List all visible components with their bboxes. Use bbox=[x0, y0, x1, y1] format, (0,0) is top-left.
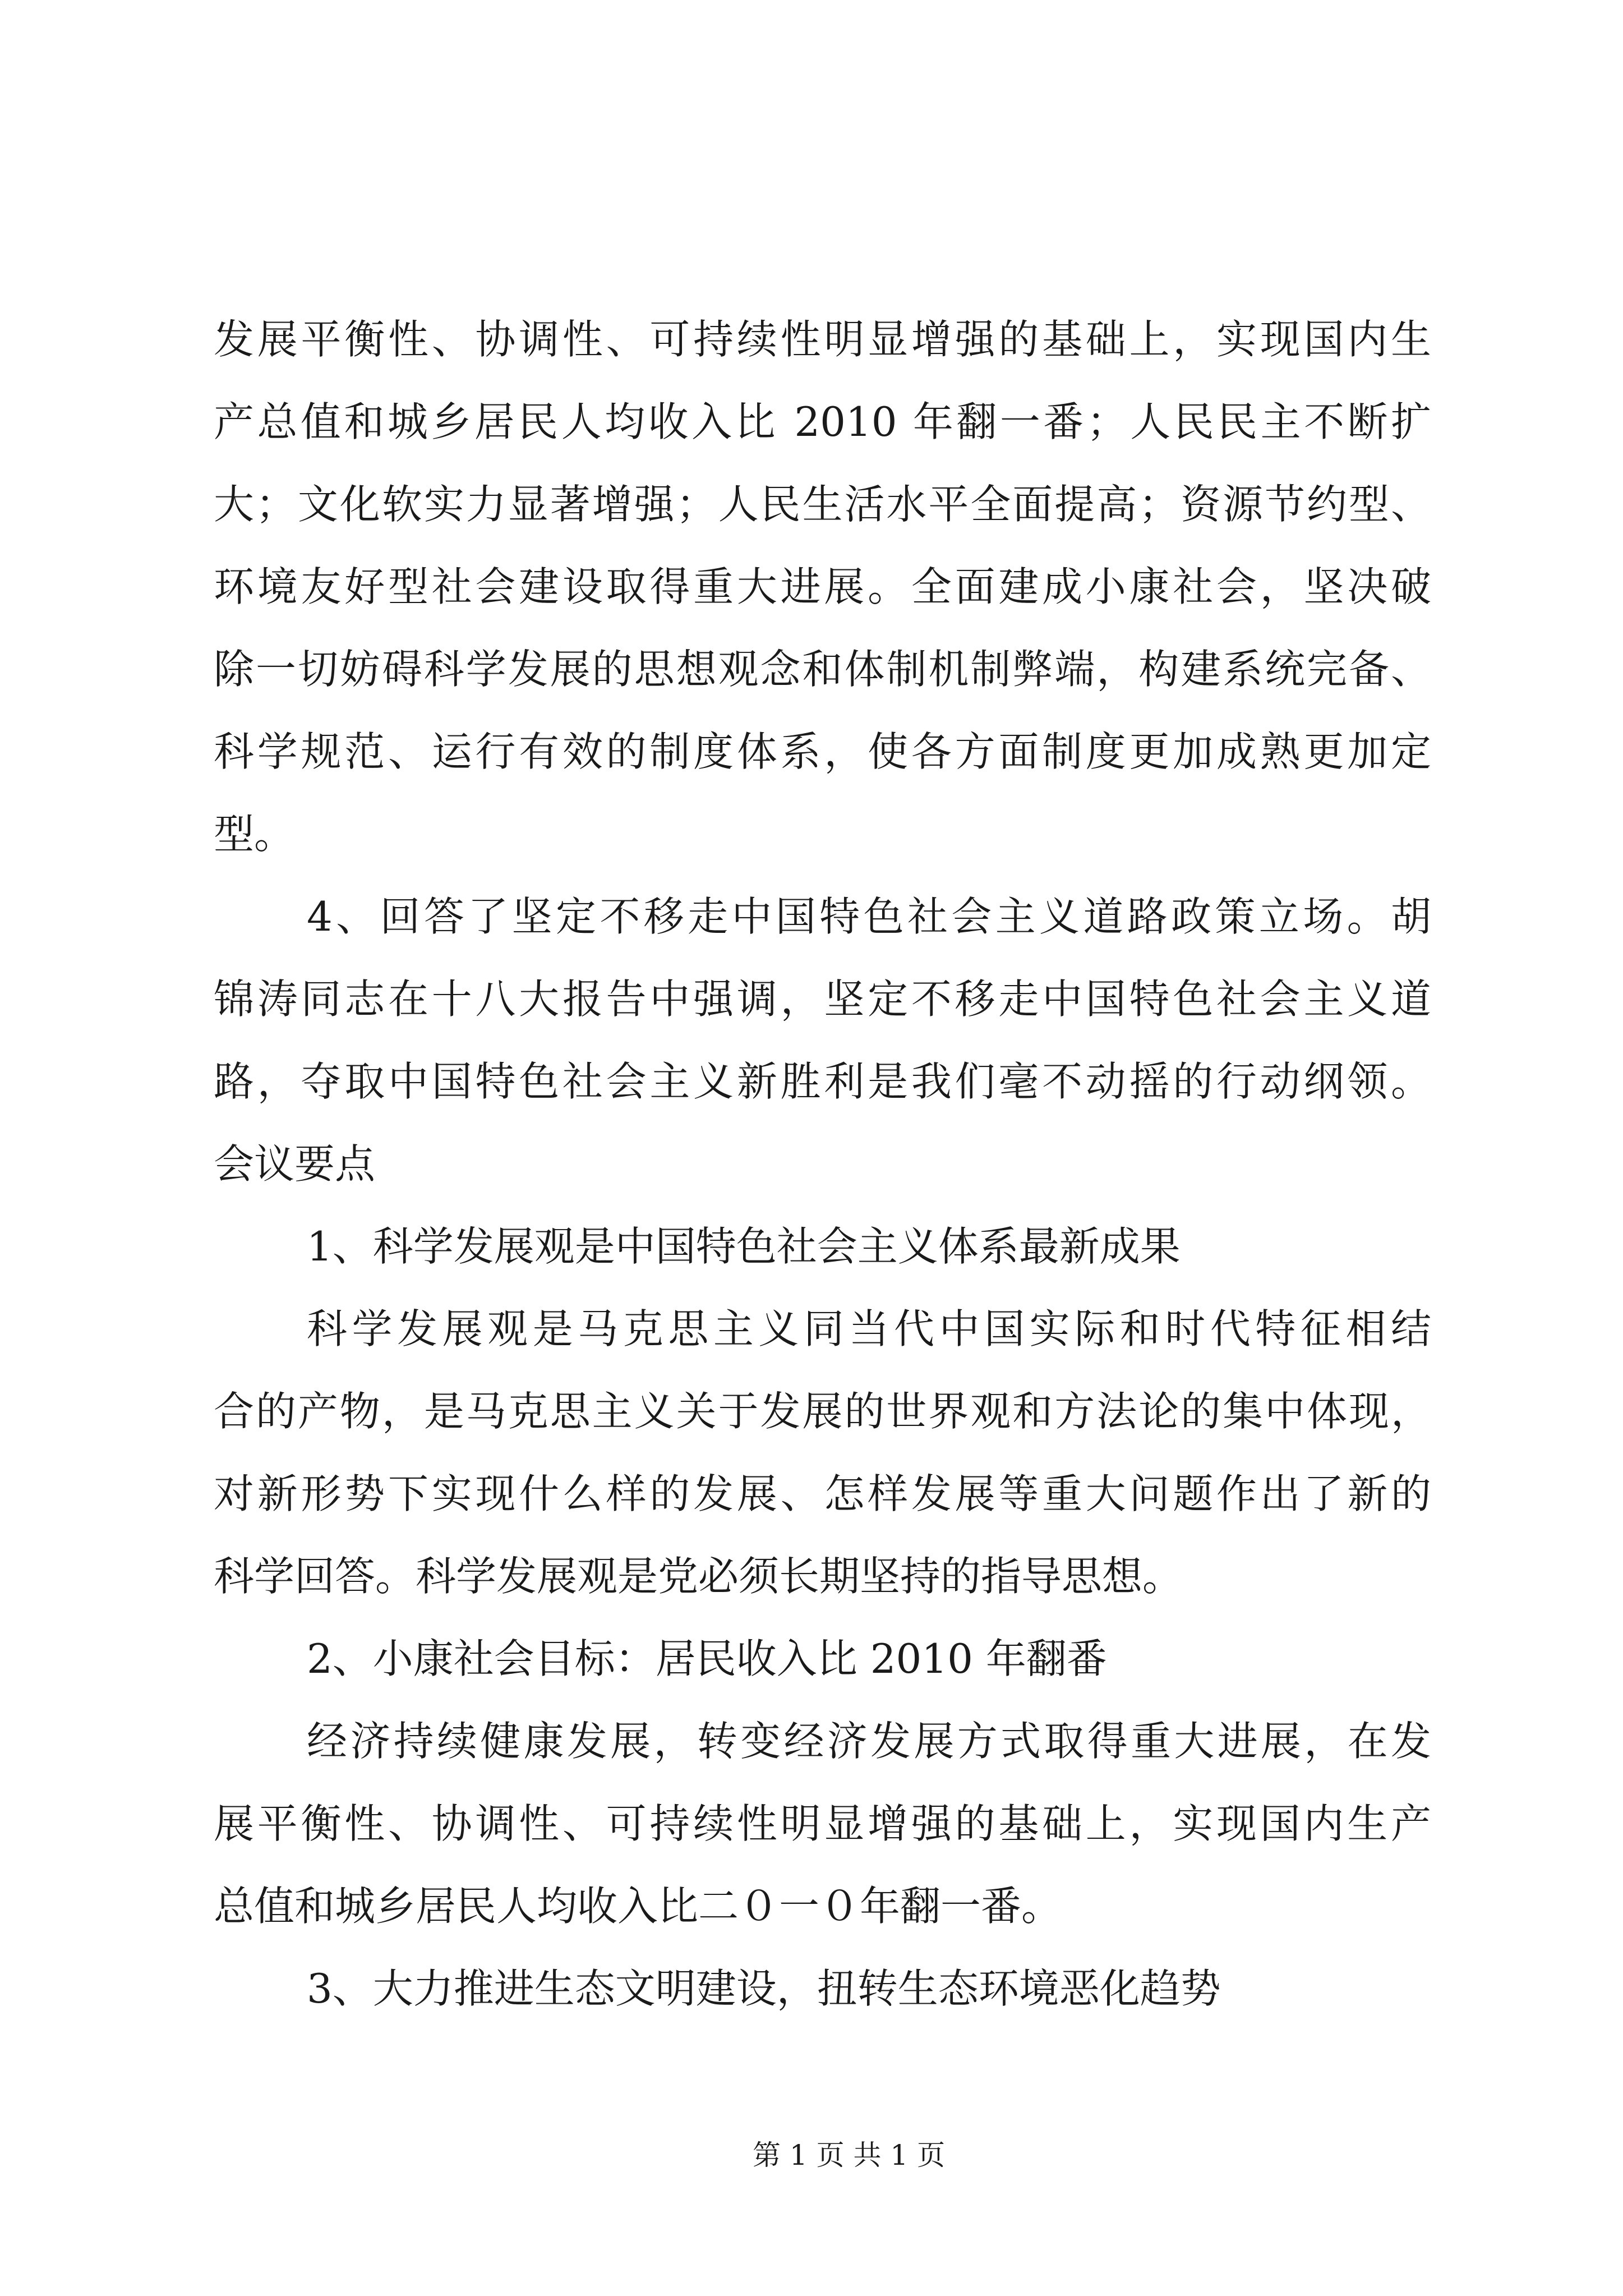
text-line: 经济持续健康发展，转变经济发展方式取得重大进展，在发 bbox=[307, 1718, 1431, 1765]
text-line: 环境友好型社会建设取得重大进展。全面建成小康社会，坚决破 bbox=[214, 563, 1431, 610]
text-line: 科学发展观是马克思主义同当代中国实际和时代特征相结 bbox=[307, 1305, 1431, 1352]
text-line: 对新形势下实现什么样的发展、怎样发展等重大问题作出了新的 bbox=[214, 1470, 1431, 1517]
section-heading bbox=[214, 1123, 1431, 1205]
text-line: 1、科学发展观是中国特色社会主义体系最新成果 bbox=[307, 1223, 1181, 1270]
paragraph bbox=[214, 1700, 1431, 1948]
text-line: 展平衡性、协调性、可持续性明显增强的基础上，实现国内生产 bbox=[214, 1800, 1431, 1847]
text-line: 发展平衡性、协调性、可持续性明显增强的基础上，实现国内生 bbox=[214, 316, 1431, 363]
text-line: 型。 bbox=[214, 811, 295, 858]
text-line: 产总值和城乡居民人均收入比 2010 年翻一番；人民民主不断扩 bbox=[214, 398, 1431, 445]
text-line: 3、大力推进生态文明建设，扭转生态环境恶化趋势 bbox=[307, 1965, 1221, 2012]
text-line: 会议要点 bbox=[214, 1140, 376, 1188]
text-line: 4、回答了坚定不移走中国特色社会主义道路政策立场。胡 bbox=[307, 893, 1431, 940]
point-heading bbox=[214, 1205, 1431, 1288]
text-line: 大；文化软实力显著增强；人民生活水平全面提高；资源节约型、 bbox=[214, 481, 1431, 528]
text-line: 合的产物，是马克思主义关于发展的世界观和方法论的集中体现， bbox=[214, 1388, 1431, 1435]
page-number-footer: 第 1 页 共 1 页 bbox=[753, 2139, 946, 2171]
document-body bbox=[214, 298, 1431, 2030]
text-line: 科学回答。科学发展观是党必须长期坚持的指导思想。 bbox=[214, 1553, 1183, 1600]
text-line: 2、小康社会目标：居民收入比 2010 年翻番 bbox=[307, 1635, 1107, 1682]
paragraph bbox=[214, 876, 1431, 1123]
text-line: 除一切妨碍科学发展的思想观念和体制机制弊端，构建系统完备、 bbox=[214, 646, 1431, 693]
text-line: 路，夺取中国特色社会主义新胜利是我们毫不动摇的行动纲领。 bbox=[214, 1058, 1431, 1105]
text-line: 总值和城乡居民人均收入比二０一０年翻一番。 bbox=[214, 1883, 1062, 1930]
text-line: 锦涛同志在十八大报告中强调，坚定不移走中国特色社会主义道 bbox=[214, 976, 1431, 1023]
paragraph bbox=[214, 1288, 1431, 1618]
point-heading bbox=[214, 1618, 1431, 1700]
text-line: 科学规范、运行有效的制度体系，使各方面制度更加成熟更加定 bbox=[214, 728, 1431, 775]
paragraph bbox=[214, 298, 1431, 876]
point-heading bbox=[214, 1948, 1431, 2030]
